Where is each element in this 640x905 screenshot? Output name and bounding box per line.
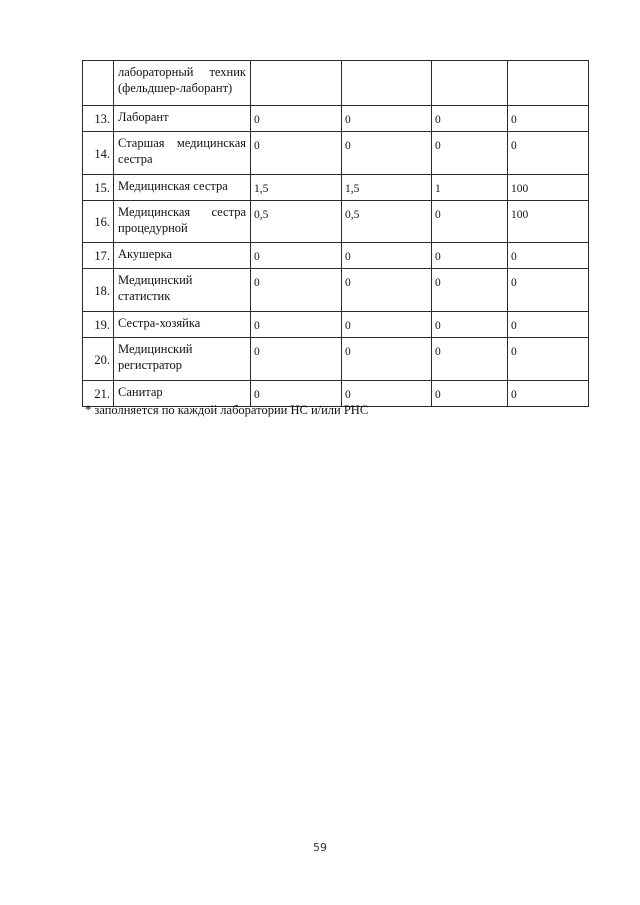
value-cell: 0 [342,106,432,132]
table-row [83,312,589,338]
row-number: 14. [83,132,114,175]
value-cell: 0,5 [342,201,432,243]
value-cell: 1,5 [342,175,432,201]
value-cell [251,61,342,106]
table-row [83,106,589,132]
value-cell: 0 [508,269,589,312]
value-cell: 0 [342,338,432,381]
position-name: Старшая медицинская сестра [114,132,251,175]
value-cell: 0 [342,312,432,338]
value-cell [508,61,589,106]
value-cell: 0 [508,106,589,132]
value-cell: 0 [432,312,508,338]
footnote: * заполняется по каждой лаборатории НС и/или РНС [85,403,369,417]
value-cell: 0 [342,381,432,407]
table-row [83,243,589,269]
value-cell: 0 [432,381,508,407]
value-cell: 100 [508,175,589,201]
position-name: Медицинский регистратор [114,338,251,381]
value-cell: 0 [251,243,342,269]
position-name: Медицинская сестра процедурной [114,201,251,243]
row-number: 18. [83,269,114,312]
table-row [83,269,589,312]
position-name: Медицинский статистик [114,269,251,312]
value-cell: 0 [432,269,508,312]
value-cell: 0 [251,132,342,175]
value-cell: 100 [508,201,589,243]
row-number: 19. [83,312,114,338]
table-row [83,338,589,381]
row-number: 17. [83,243,114,269]
value-cell: 0 [251,381,342,407]
value-cell: 0 [342,243,432,269]
value-cell [342,61,432,106]
table-row [83,175,589,201]
value-cell: 0 [508,132,589,175]
position-name: лабораторный техник (фельдшер-лаборант) [114,61,251,106]
row-number: 21. [83,381,114,407]
table-row [83,201,589,243]
value-cell: 0 [251,106,342,132]
value-cell: 0,5 [251,201,342,243]
value-cell: 0 [432,201,508,243]
value-cell: 0 [432,338,508,381]
table-row [83,132,589,175]
row-number: 13. [83,106,114,132]
value-cell: 0 [432,243,508,269]
value-cell [432,61,508,106]
page-number: 59 [313,841,327,854]
value-cell: 1,5 [251,175,342,201]
value-cell: 0 [508,312,589,338]
value-cell: 0 [342,132,432,175]
row-number: 16. [83,201,114,243]
row-number [83,61,114,106]
position-name: Акушерка [114,243,251,269]
value-cell: 0 [508,338,589,381]
row-number: 20. [83,338,114,381]
value-cell: 0 [432,132,508,175]
position-name: Сестра-хозяйка [114,312,251,338]
value-cell: 0 [251,269,342,312]
value-cell: 0 [432,106,508,132]
position-name: Лаборант [114,106,251,132]
row-number: 15. [83,175,114,201]
value-cell: 0 [508,381,589,407]
table-row [83,61,589,106]
value-cell: 0 [251,312,342,338]
position-name: Санитар [114,381,251,407]
value-cell: 0 [508,243,589,269]
value-cell: 1 [432,175,508,201]
staff-table [82,60,589,407]
value-cell: 0 [342,269,432,312]
value-cell: 0 [251,338,342,381]
position-name: Медицинская сестра [114,175,251,201]
